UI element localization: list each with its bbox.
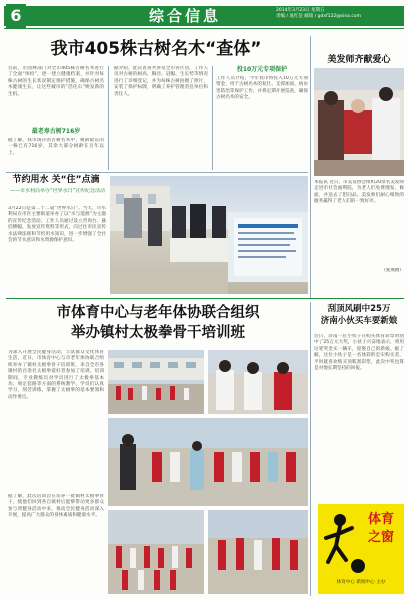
header-meta xyxy=(276,8,404,20)
page-number: 6 xyxy=(6,4,26,28)
taichi-scene-4 xyxy=(108,510,204,594)
section-rule xyxy=(6,298,404,299)
beauty-headline: 美发师齐献爱心 xyxy=(327,55,391,65)
scratch-body: 近日，济南一位小伙子在购买体育彩票时刮中了25万元大奖，小伙子兴奋地表示，将用这笔奖金买一辆车，迎娶自己的新娘。据了解，这位小伙子是一名体彩的忠实购买者，平时就喜欢购买顶呱刮彩票，此次中奖也算是对他长期坚持的回报。 xyxy=(314,334,404,372)
scratch-headline-line1: 刮顶风刷中25万 xyxy=(327,304,391,314)
section-rule xyxy=(6,172,308,173)
beauty-photo xyxy=(314,68,404,176)
taichi-photo-4 xyxy=(108,510,204,594)
header-editor: 责编 / 晁红征 邮箱 / gdxf122@sina.com xyxy=(276,14,361,19)
tree-body-left: 目前，市园林部门对全市405株古树名木进行了全面“体检”，逐一建立健康档案，并针对每株古树的生长状况制定保护措施，确保古树名木健康生长，让这些城市的“活化石”焕发新的生机。 xyxy=(8,66,104,97)
beauty-body: 本报讯 近日，市美发协会组织20余名美发师走进市社会福利院，为老人们免费理发、修面，并送去了慰问品。美发师们耐心细致的服务赢得了老人们的一致好评。 xyxy=(314,180,404,205)
taichi-body: 为深入开展全民健身活动，丰富群众文化体育生活，近日，市体育中心与市老年体协联合组织举办了镇村太极拳骨干培训班，来自全市各镇村的百余名太极拳爱好者参加了培训。培训期间，专业教练员对学员进行了太极拳基本功、规定套路等方面的系统教学，学员们认真学习，刻苦训练，掌握了太极拳的基本要领和动作要点。 xyxy=(8,350,104,400)
taichi-scene-1 xyxy=(108,350,204,414)
tree-body-right: 工作人员介绍，今年我市将投入10万元专项资金，用于古树名木的复壮、支撑加固、病虫害防治等保护工作，并将定期开展巡查，确保古树名木的安全。 xyxy=(216,76,308,101)
page-header xyxy=(0,0,408,34)
tree-body-middle: 据介绍，此次普查共涉及全市各区县，工作人员对古树的树高、胸径、冠幅、生长势等情况进行了详细登记，并为每株古树拍摄了照片，安装了保护标牌，明确了养护管理责任单位和责任人。 xyxy=(114,66,208,97)
beauty-credit: （张燕摄） xyxy=(381,268,404,273)
water-day-photo xyxy=(110,176,308,294)
taichi-headline-line1: 市体育中心与老年体协联合组织 xyxy=(56,305,260,321)
tree-subhead-oldest: 最老寿古树716岁 xyxy=(31,128,81,135)
taichi-photo-3 xyxy=(108,418,308,506)
sports-window-badge xyxy=(318,504,404,594)
taichi-photo-2 xyxy=(208,350,308,414)
beauty-photo-scene xyxy=(314,68,404,176)
water-photo-scene xyxy=(110,176,308,294)
taichi-headline-line2: 举办镇村太极拳骨干培训班 xyxy=(71,325,245,341)
sports-window-title-2: 之窗 xyxy=(367,530,394,545)
taichi-scene-5 xyxy=(208,510,308,594)
taichi-scene-3 xyxy=(108,418,308,506)
tree-headline: 我市405株古树名木“查体” xyxy=(50,39,262,59)
column-rule xyxy=(310,302,311,596)
scratch-headline-line2: 济南小伙买车要新娘 xyxy=(320,316,398,326)
water-subhead: ——市水利局举办“世界水日”宣传纪念活动 xyxy=(10,188,106,194)
section-title: 综合信息 xyxy=(148,7,221,25)
header-rule xyxy=(4,28,404,29)
column-rule xyxy=(310,36,311,298)
taichi-photo-1 xyxy=(108,350,204,414)
column-rule xyxy=(212,66,213,170)
taichi-photo-5 xyxy=(208,510,308,594)
tree-subhead-funding: 投10万元专项保护 xyxy=(236,66,288,73)
header-date: 2014年3月23日 星期五 xyxy=(276,8,325,13)
taichi-scene-2 xyxy=(208,350,308,414)
water-headline: 节约用水 关“住”点滴 xyxy=(12,175,100,185)
column-rule xyxy=(108,66,109,170)
tree-body-left-2: 据了解，我市现存的古树名木中，树龄最长的一株已有716岁，其余大部分树龄在百年以上。 xyxy=(8,138,104,156)
water-body: 3月22日是第二十二届“世界水日”。当天，市水利局在市区主要街道举办了以“水与能源”为主题的宣传纪念活动，工作人员通过设立咨询台、悬挂横幅、发放宣传资料等形式，向过往市民宣传水法律法规和节约用水知识，进一步增强了全社会的节水意识和水资源保护意识。 xyxy=(8,206,106,244)
sports-window-footer: 体育中心 新闻中心 主办 xyxy=(336,580,386,585)
taichi-body-2: 据了解，此次培训旨在培养一批镇村太极拳骨干，使他们回到各自镇村后能够带动更多群众参与到健身活动中来，推动全民健身活动深入开展，提高广大群众的身体素质和健康水平。 xyxy=(8,494,104,519)
sports-window-title-1: 体育 xyxy=(367,512,394,527)
